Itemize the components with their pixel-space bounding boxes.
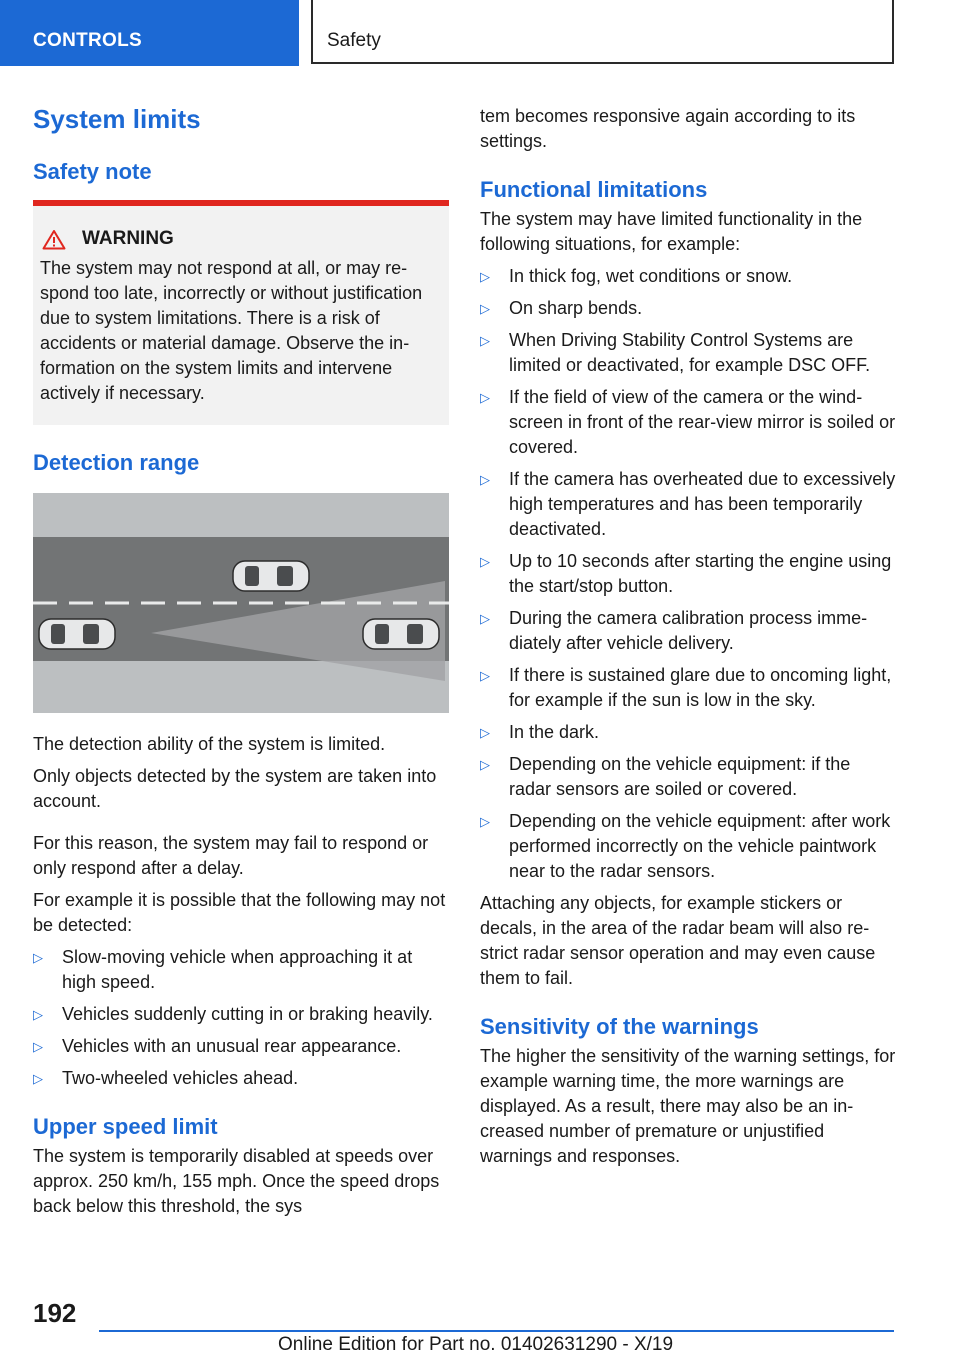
upper-speed-limit-text: The system is temporarily disabled at speeds over approx. 250 km/h, 155 mph. Once the speed drops back below this threshold, the sys — [33, 1146, 440, 1216]
page-title: System limits — [33, 104, 201, 134]
triangle-bullet-icon: ▷ — [480, 301, 490, 316]
list-item: ▷ If there is sustained glare due to oncoming light, for example if the sun is low in the sky. — [480, 665, 892, 710]
functional-limitations-outro: Attaching any objects, for example stickers or decals, in the area of the radar beam will also restrict radar sensor operation and may even cause them to fail. — [480, 893, 876, 988]
section-label: CONTROLS — [33, 30, 143, 51]
list-item: ▷ In the dark. — [480, 720, 896, 745]
list-item: ▷ When Driving Stability Control Systems are limited or deactivated, for example DSC OFF. — [480, 330, 871, 375]
triangle-bullet-icon: ▷ — [33, 950, 43, 965]
page-number: 192 — [33, 1298, 77, 1328]
list-item: ▷ Depending on the vehicle equipment: after work performed incorrectly on the vehicle paintwork near to the radar sensors. — [480, 811, 891, 881]
list-item: ▷ In thick fog, wet conditions or snow. — [480, 264, 896, 289]
footer-rule — [99, 1330, 894, 1332]
triangle-bullet-icon: ▷ — [480, 611, 490, 626]
triangle-bullet-icon: ▷ — [33, 1071, 43, 1086]
list-item: ▷ Vehicles with an unusual rear appearance. — [33, 1034, 449, 1059]
chapter-tab — [311, 0, 894, 64]
triangle-bullet-icon: ▷ — [480, 757, 490, 772]
edition-text: Online Edition for Part no. 01402631290 - X/19 — [278, 1334, 674, 1355]
sensitivity-text: The higher the sensitivity of the warning settings, for example warning time, the more warnings are displayed. As a result, there may also be an increased number of premature or unjustified warnings and responses. — [480, 1046, 896, 1166]
detection-paragraph-4: For example it is possible that the following may not be detected: — [33, 890, 446, 935]
list-item: ▷ Up to 10 seconds after starting the engine using the start/stop button. — [480, 551, 892, 596]
triangle-bullet-icon: ▷ — [480, 390, 490, 405]
detection-paragraph-1: The detection ability of the system is limited. — [33, 734, 386, 754]
safety-note-heading: Safety note — [33, 159, 152, 184]
list-item: ▷ During the camera calibration process immediately after vehicle delivery. — [480, 608, 868, 653]
sensitivity-heading: Sensitivity of the warnings — [480, 1014, 759, 1039]
triangle-bullet-icon: ▷ — [480, 725, 490, 740]
triangle-bullet-icon: ▷ — [33, 1039, 43, 1054]
left-column — [33, 100, 449, 1219]
warning-label: WARNING — [82, 228, 174, 249]
detection-range-illustration — [33, 493, 449, 718]
triangle-bullet-icon: ▷ — [480, 814, 490, 829]
list-item: ▷ On sharp bends. — [480, 296, 896, 321]
detection-range-heading: Detection range — [33, 450, 200, 475]
functional-limitations-list — [480, 264, 896, 884]
triangle-bullet-icon: ▷ — [33, 1007, 43, 1022]
list-item: ▷ Two-wheeled vehicles ahead. — [33, 1066, 449, 1091]
section-tab — [0, 0, 299, 66]
triangle-bullet-icon: ▷ — [480, 472, 490, 487]
triangle-bullet-icon: ▷ — [480, 668, 490, 683]
warning-text: The system may not respond at all, or may respond too late, incorrectly or without justification due to system limitations. There is a risk of accidents or material damage. Observe the information on the system limits and intervene actively if necessary. — [40, 258, 423, 403]
list-item: ▷ Depending on the vehicle equipment: if the radar sensors are soiled or covered. — [480, 754, 851, 799]
warning-box — [33, 200, 449, 425]
upper-speed-limit-heading: Upper speed limit — [33, 1114, 218, 1139]
triangle-bullet-icon: ▷ — [480, 554, 490, 569]
list-item: ▷ If the camera has overheated due to excessively high temperatures and has been temporarily deactivated. — [480, 469, 896, 539]
list-item: ▷ Slow-moving vehicle when approaching it at high speed. — [33, 947, 413, 992]
list-item: ▷ Vehicles suddenly cutting in or braking heavily. — [33, 1002, 449, 1027]
triangle-bullet-icon: ▷ — [480, 333, 490, 348]
functional-limitations-heading: Functional limitations — [480, 177, 708, 202]
functional-limitations-intro: The system may have limited functionality in the following situations, for example: — [480, 209, 863, 254]
detection-paragraph-3: For this reason, the system may fail to respond or only respond after a delay. — [33, 833, 429, 878]
list-item: ▷ If the field of view of the camera or the windscreen in front of the rear-view mirror is soiled or covered. — [480, 387, 896, 457]
speed-limit-continuation: tem becomes responsive again according to its settings. — [480, 106, 856, 151]
chapter-label: Safety — [327, 30, 381, 51]
triangle-bullet-icon: ▷ — [480, 269, 490, 284]
warning-title — [40, 228, 439, 250]
right-column — [480, 100, 896, 1169]
warning-triangle-icon — [42, 229, 66, 250]
detection-paragraph-2: Only objects detected by the system are taken into account. — [33, 766, 437, 811]
detection-list — [33, 945, 449, 1091]
